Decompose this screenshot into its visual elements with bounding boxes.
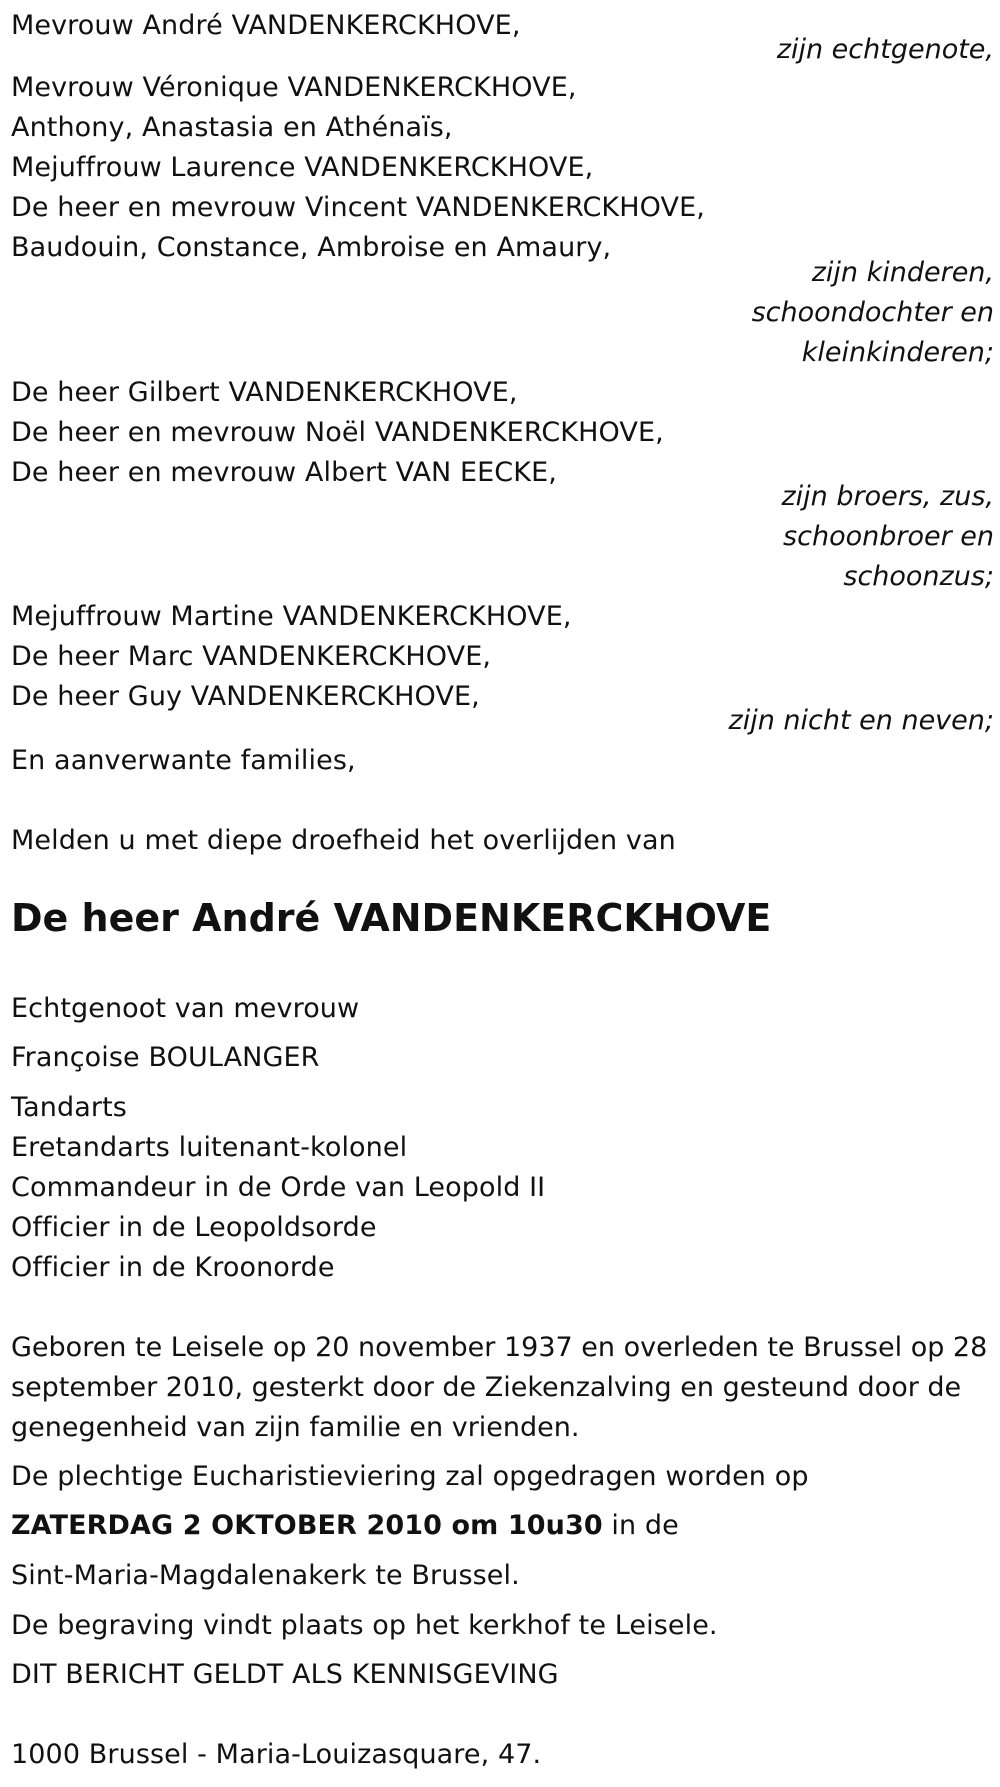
family-line: Mejuffrouw Martine VANDENKERCKHOVE,: [11, 601, 572, 632]
family-line: De heer Guy VANDENKERCKHOVE,: [11, 681, 480, 712]
children-relation: zijn kinderen,: [811, 257, 994, 288]
spouse-of-name: Françoise BOULANGER: [11, 1042, 320, 1073]
family-line: De heer en mevrouw Noël VANDENKERCKHOVE,: [11, 417, 664, 448]
title-line: Officier in de Kroonorde: [11, 1252, 335, 1283]
ceremony-intro: De plechtige Eucharistieviering zal opgedragen worden op: [11, 1461, 809, 1492]
church-name: Sint-Maria-Magdalenakerk te Brussel.: [11, 1560, 520, 1591]
announcement-intro: Melden u met diepe droefheid het overlijden van: [11, 825, 676, 856]
family-line: De heer Gilbert VANDENKERCKHOVE,: [11, 377, 518, 408]
family-line: Mejuffrouw Laurence VANDENKERCKHOVE,: [11, 152, 594, 183]
ceremony-date-line: [11, 1506, 679, 1546]
children-relation: kleinkinderen;: [801, 337, 994, 368]
siblings-relation: schoonbroer en: [783, 521, 994, 552]
family-line: Anthony, Anastasia en Athénaïs,: [11, 112, 453, 143]
family-line: Mevrouw Véronique VANDENKERCKHOVE,: [11, 72, 577, 103]
family-line: De heer Marc VANDENKERCKHOVE,: [11, 641, 492, 672]
title-line: Tandarts: [11, 1092, 127, 1123]
birth-death-paragraph: Geboren te Leisele op 20 november 1937 en overleden te Brussel op 28 september 2010, gesterkt door de Ziekenzalving en gesteund door de genegenheid van zijn familie en vrienden.: [11, 1332, 988, 1443]
spouse-relation: zijn echtgenote,: [776, 34, 994, 65]
title-line: Officier in de Leopoldsorde: [11, 1212, 377, 1243]
nephews-relation: zijn nicht en neven;: [728, 705, 994, 736]
children-relation: schoondochter en: [751, 297, 994, 328]
deceased-name: De heer André VANDENKERCKHOVE: [11, 896, 772, 940]
notice-line: DIT BERICHT GELDT ALS KENNISGEVING: [11, 1659, 559, 1690]
title-line: Eretandarts luitenant-kolonel: [11, 1132, 408, 1163]
ceremony-in: in de: [602, 1510, 679, 1541]
family-line: Baudouin, Constance, Ambroise en Amaury,: [11, 232, 612, 263]
ceremony-date: ZATERDAG 2 OKTOBER 2010 om 10u30: [11, 1510, 603, 1541]
other-families: En aanverwante families,: [11, 745, 356, 776]
family-line: De heer en mevrouw Vincent VANDENKERCKHOVE,: [11, 192, 705, 223]
family-line: De heer en mevrouw Albert VAN EECKE,: [11, 457, 557, 488]
title-line: Commandeur in de Orde van Leopold II: [11, 1172, 546, 1203]
address-line: 1000 Brussel - Maria-Louizasquare, 47.: [11, 1739, 542, 1770]
spouse-name: Mevrouw André VANDENKERCKHOVE,: [11, 10, 521, 41]
burial-info: De begraving vindt plaats op het kerkhof te Leisele.: [11, 1610, 718, 1641]
siblings-relation: schoonzus;: [843, 561, 994, 592]
spouse-of-line: Echtgenoot van mevrouw: [11, 993, 360, 1024]
siblings-relation: zijn broers, zus,: [781, 481, 994, 512]
